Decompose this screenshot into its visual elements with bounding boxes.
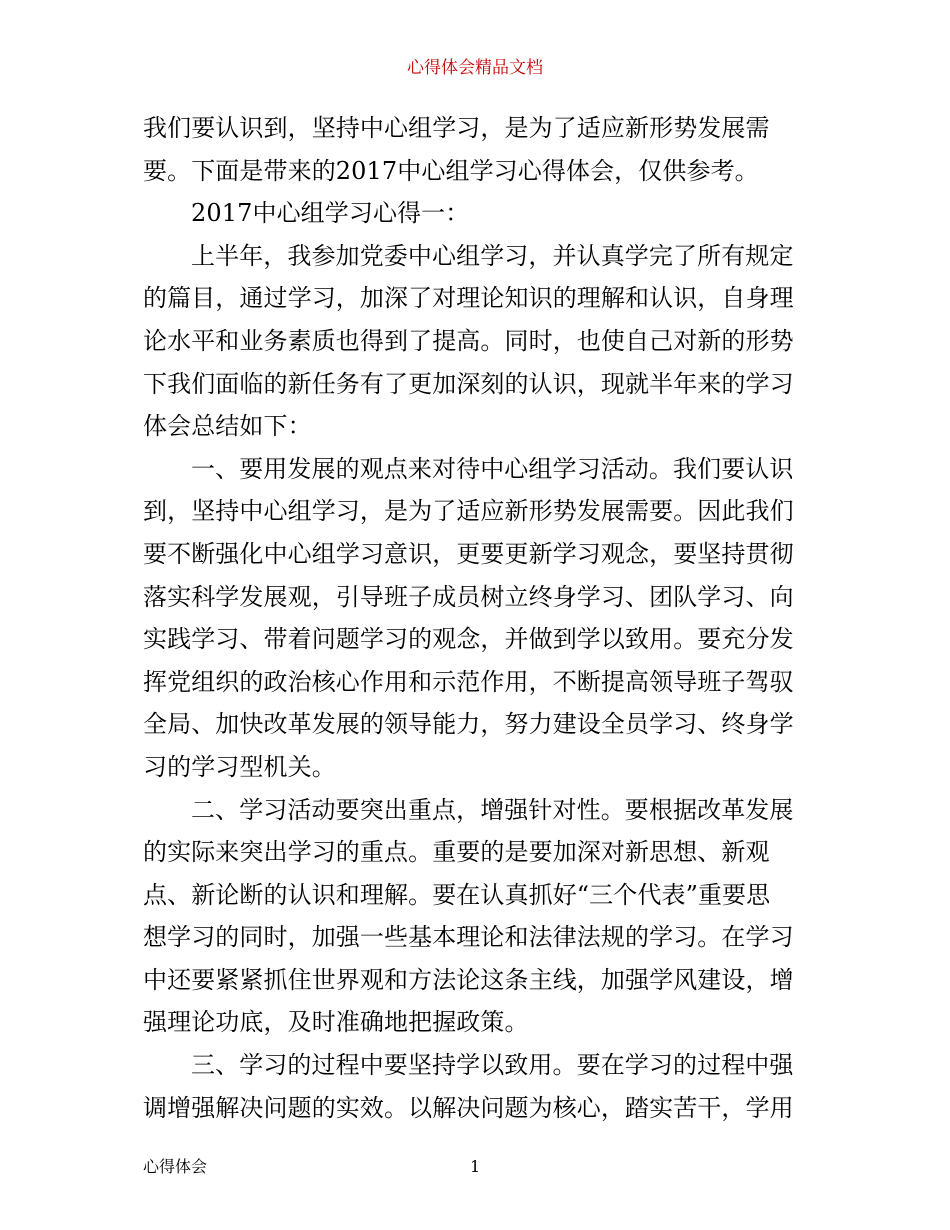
document-body bbox=[143, 107, 813, 1129]
text-line: 挥党组织的政治核心作用和示范作用，不断提高领导班子驾驭 bbox=[143, 667, 794, 696]
text-line: 到，坚持中心组学习，是为了适应新形势发展需要。因此我们 bbox=[143, 497, 794, 526]
text-line: 要不断强化中心组学习意识，更要更新学习观念，要坚持贯彻 bbox=[143, 539, 794, 568]
text-line: 想学习的同时，加强一些基本理论和法律法规的学习。在学习 bbox=[143, 923, 794, 952]
page-header-title: 心得体会精品文档 bbox=[407, 58, 543, 78]
text-line: 调增强解决问题的实效。以解决问题为核心，踏实苦干，学用 bbox=[143, 1093, 794, 1122]
text-line: 习的学习型机关。 bbox=[143, 752, 336, 781]
text-line: 我们要认识到，坚持中心组学习，是为了适应新形势发展需 bbox=[143, 114, 770, 142]
footer-label: 心得体会 bbox=[143, 1157, 208, 1176]
text-line: 2017中心组学习心得一： bbox=[191, 199, 470, 228]
page-number: 1 bbox=[470, 1157, 481, 1176]
text-line: 论水平和业务素质也得到了提高。同时，也使自己对新的形势 bbox=[143, 326, 794, 355]
text-line: 落实科学发展观，引导班子成员树立终身学习、团队学习、向 bbox=[143, 582, 794, 611]
text-line: 实践学习、带着问题学习的观念，并做到学以致用。要充分发 bbox=[143, 625, 794, 654]
text-line: 一、要用发展的观点来对待中心组学习活动。我们要认识 bbox=[191, 454, 794, 483]
text-line: 的实际来突出学习的重点。重要的是要加深对新思想、新观 bbox=[143, 838, 770, 867]
text-line: 全局、加快改革发展的领导能力，努力建设全员学习、终身学 bbox=[143, 710, 794, 739]
text-line: 二、学习活动要突出重点，增强针对性。要根据改革发展 bbox=[191, 795, 794, 824]
text-line: 的篇目，通过学习，加深了对理论知识的理解和认识，自身理 bbox=[143, 284, 794, 313]
text-line: 三、学习的过程中要坚持学以致用。要在学习的过程中强 bbox=[191, 1051, 794, 1080]
text-line: 下我们面临的新任务有了更加深刻的认识，现就半年来的学习 bbox=[143, 369, 794, 398]
text-line: 要。下面是带来的2017中心组学习心得体会，仅供参考。 bbox=[143, 156, 759, 185]
text-line: 上半年，我参加党委中心组学习，并认真学完了所有规定 bbox=[191, 241, 794, 270]
text-line: 体会总结如下： bbox=[143, 412, 312, 441]
text-line: 点、新论断的认识和理解。要在认真抓好“三个代表”重要思 bbox=[143, 880, 771, 909]
text-line: 中还要紧紧抓住世界观和方法论这条主线，加强学风建设，增 bbox=[143, 965, 794, 994]
text-line: 强理论功底，及时准确地把握政策。 bbox=[143, 1008, 529, 1037]
